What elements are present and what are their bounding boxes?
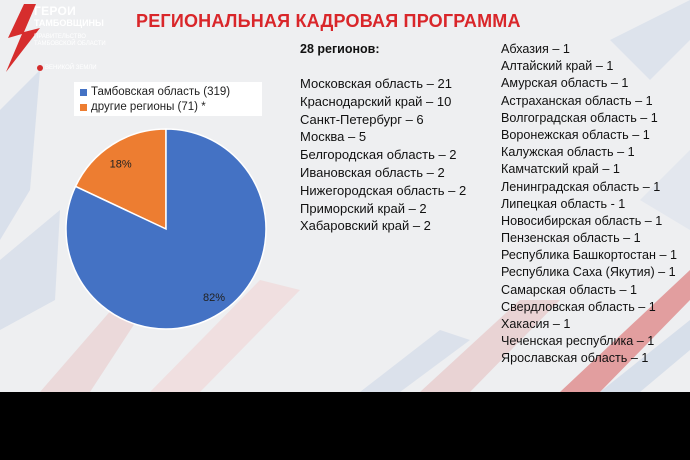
- region-item: Свердловская область – 1: [501, 299, 656, 314]
- region-item: Алтайский край – 1: [501, 59, 614, 74]
- pie-chart: [60, 122, 280, 342]
- region-item: Республика Башкортостан – 1: [501, 248, 677, 263]
- regions-heading: 28 регионов:: [300, 42, 380, 56]
- region-item: Московская область – 21: [300, 76, 452, 91]
- data-label-other: 18%: [109, 158, 132, 171]
- region-item: Ярославская область – 1: [501, 351, 649, 366]
- logo-org-line1: ПРАВИТЕЛЬСТВО: [34, 34, 86, 40]
- region-item: Самарская область – 1: [501, 282, 637, 297]
- regions-column-2: [501, 41, 689, 368]
- region-item: Ивановская область – 2: [300, 164, 445, 180]
- region-item: Нижегородская область – 2: [300, 182, 467, 198]
- chart-legend: [74, 82, 262, 116]
- regions-list-2: [501, 41, 689, 368]
- region-item: Волгоградская область – 1: [501, 110, 658, 125]
- region-item: Хабаровский край – 2: [300, 218, 431, 234]
- logo-footer: ВЕНИКОЙ ЗЕМЛИ: [45, 65, 97, 71]
- region-item: Воронежская область – 1: [501, 127, 650, 142]
- region-item: Чеченская республика – 1: [501, 334, 655, 349]
- regions-list-1: [300, 75, 500, 235]
- region-item: Ленинградская область – 1: [501, 179, 661, 194]
- region-item: Новосибирская область – 1: [501, 213, 663, 228]
- logo: [2, 2, 112, 74]
- legend-item-tambov: [80, 85, 230, 99]
- regions-column-1: [300, 40, 500, 235]
- legend-label-other: другие регионы (71) *: [91, 101, 206, 113]
- logo-title: ГЕРОИ: [34, 4, 77, 18]
- legend-swatch-tambov: [80, 89, 87, 96]
- logo-subtitle: ТАМБОВЩИНЫ: [34, 18, 104, 28]
- logo-org-line2: ТАМБОВСКОЙ ОБЛАСТИ: [34, 41, 106, 47]
- region-item: Москва – 5: [300, 129, 367, 145]
- region-item: Амурская область – 1: [501, 76, 629, 91]
- region-item: Абхазия – 1: [501, 42, 570, 56]
- legend-item-other: [80, 100, 206, 114]
- legend-swatch-other: [80, 104, 87, 111]
- legend-label-tambov: Тамбовская область (319): [91, 86, 231, 98]
- data-label-tambov: 82%: [202, 292, 226, 304]
- region-item: Камчатский край – 1: [501, 162, 620, 177]
- region-item: Пензенская область – 1: [501, 231, 641, 246]
- region-item: Республика Саха (Якутия) – 1: [501, 265, 676, 280]
- region-item: Липецкая область - 1: [501, 196, 626, 211]
- region-item: Калужская область – 1: [501, 145, 635, 160]
- page-title: РЕГИОНАЛЬНАЯ КАДРОВАЯ ПРОГРАММА: [136, 11, 521, 31]
- region-item: Приморский край – 2: [300, 200, 427, 216]
- region-item: Санкт-Петербург – 6: [300, 111, 424, 127]
- region-item: Краснодарский край – 10: [300, 93, 452, 109]
- region-item: Белгородская область – 2: [300, 147, 457, 163]
- region-item: Астраханская область – 1: [501, 93, 653, 108]
- logo-dot-icon: [37, 65, 43, 71]
- logo-org: [34, 34, 114, 48]
- region-item: Хакасия – 1: [501, 317, 571, 331]
